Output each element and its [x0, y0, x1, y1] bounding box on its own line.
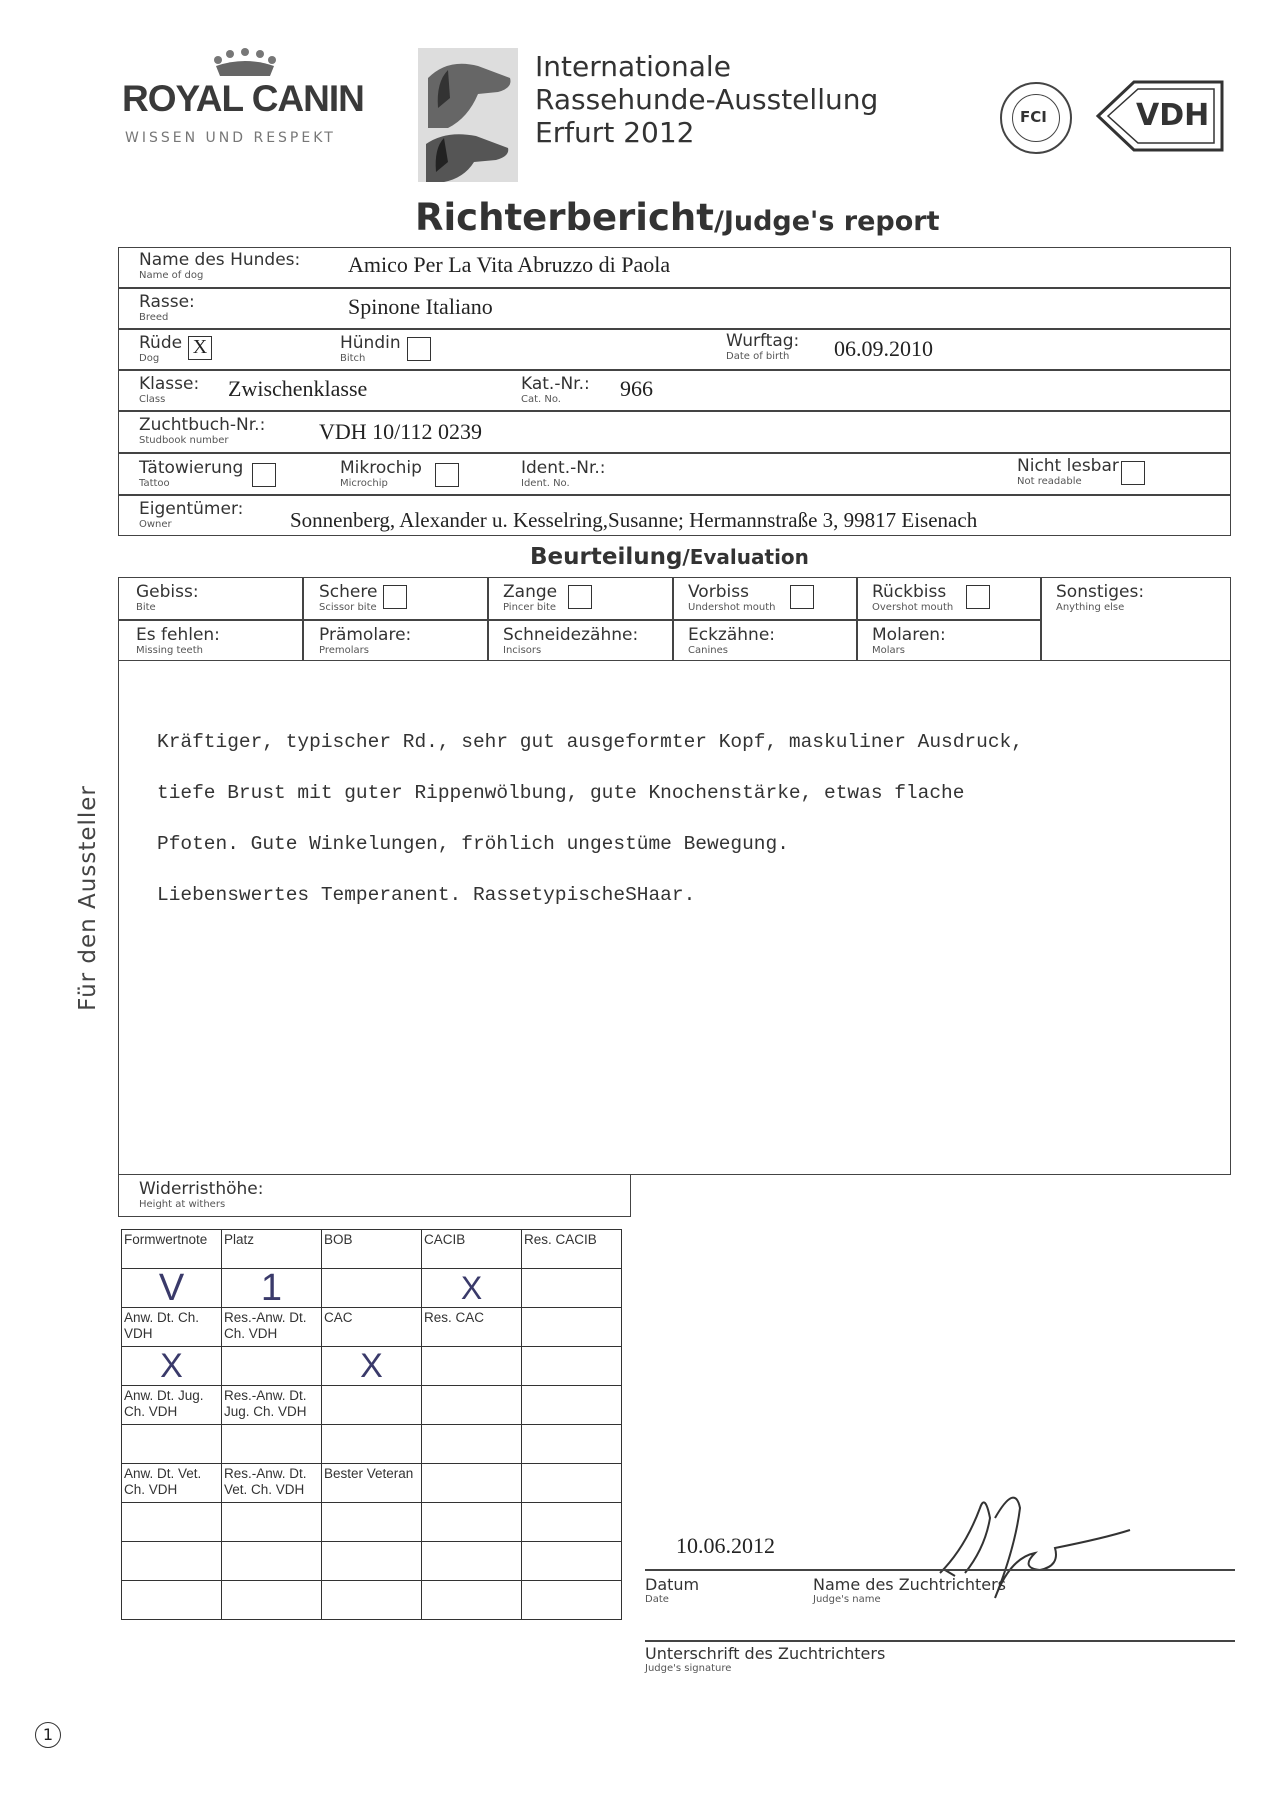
side-text: Für den Aussteller	[75, 785, 101, 1011]
evaluation-heading-sub: /Evaluation	[682, 545, 809, 569]
tattoo-label: Tätowierung Tattoo	[139, 458, 244, 489]
crown-icon	[210, 48, 280, 78]
evaluation-text-line-1: Kräftiger, typischer Rd., sehr gut ausgeformter Kopf, maskuliner Ausdruck,	[157, 730, 1023, 753]
table-cell[interactable]	[522, 1581, 622, 1620]
dob-value[interactable]: 06.09.2010	[834, 336, 933, 361]
table-cell[interactable]	[222, 1503, 322, 1542]
results-table	[121, 1229, 622, 1620]
mark-res-cac[interactable]	[422, 1347, 522, 1386]
evaluation-text-line-3: Pfoten. Gute Winkelungen, fröhlich ungestüme Bewegung.	[157, 832, 789, 855]
evaluation-heading	[530, 544, 809, 570]
event-line-2: Rassehunde-Ausstellung	[535, 83, 879, 116]
brand-tagline: WISSEN UND RESPEKT	[125, 130, 336, 146]
female-checkbox[interactable]	[407, 337, 431, 361]
class-label: Klasse: Class	[139, 374, 200, 405]
header-res-cac: Res. CAC	[422, 1308, 522, 1347]
header-cacib: CACIB	[422, 1230, 522, 1269]
header-empty	[422, 1464, 522, 1503]
table-cell[interactable]	[522, 1503, 622, 1542]
fci-logo-text: FCI	[1020, 108, 1047, 126]
table-row	[122, 1386, 622, 1425]
height-at-withers-label: Widerristhöhe: Height at withers	[139, 1179, 264, 1210]
dog-heads-image	[418, 48, 518, 182]
not-readable-checkbox[interactable]	[1121, 461, 1145, 485]
mark-formwertnote[interactable]: V	[122, 1269, 222, 1308]
judging-date-value[interactable]: 10.06.2012	[676, 1533, 775, 1558]
canines-label: Eckzähne: Canines	[688, 625, 776, 656]
owner-label: Eigentümer: Owner	[139, 499, 244, 530]
overshot-label: Rückbiss Overshot mouth	[872, 582, 954, 613]
owner-value[interactable]: Sonnenberg, Alexander u. Kesselring,Susanne; Hermannstraße 3, 99817 Eisenach	[290, 508, 978, 532]
header-res-cacib: Res. CACIB	[522, 1230, 622, 1269]
molars-label: Molaren: Molars	[872, 625, 946, 656]
table-cell[interactable]	[422, 1503, 522, 1542]
dog-name-value[interactable]: Amico Per La Vita Abruzzo di Paola	[348, 252, 671, 277]
header-platz: Platz	[222, 1230, 322, 1269]
evaluation-text	[157, 704, 1023, 934]
pincer-bite-label: Zange Pincer bite	[503, 582, 558, 613]
mark-cac[interactable]: X	[322, 1347, 422, 1386]
report-title-main: Richterbericht	[415, 196, 714, 239]
studbook-label: Zuchtbuch-Nr.: Studbook number	[139, 415, 266, 446]
header-res-anw-dt-ch: Res.-Anw. Dt. Ch. VDH	[222, 1308, 322, 1347]
table-cell[interactable]	[322, 1425, 422, 1464]
table-cell[interactable]	[522, 1542, 622, 1581]
header-anw-dt-vet-ch: Anw. Dt. Vet. Ch. VDH	[122, 1464, 222, 1503]
event-line-3: Erfurt 2012	[535, 116, 695, 149]
breed-label: Rasse: Breed	[139, 292, 195, 323]
undershot-label: Vorbiss Undershot mouth	[688, 582, 776, 613]
studbook-value[interactable]: VDH 10/112 0239	[319, 419, 482, 444]
header-res-anw-dt-jug-ch: Res.-Anw. Dt. Jug. Ch. VDH	[222, 1386, 322, 1425]
table-cell[interactable]	[422, 1425, 522, 1464]
scissor-bite-label: Schere Scissor bite	[319, 582, 378, 613]
table-cell[interactable]	[122, 1503, 222, 1542]
fci-logo	[1000, 82, 1072, 154]
bite-label: Gebiss: Bite	[136, 582, 199, 613]
header-bob: BOB	[322, 1230, 422, 1269]
mark-bob[interactable]	[322, 1269, 422, 1308]
table-cell[interactable]	[122, 1542, 222, 1581]
table-row	[122, 1347, 622, 1386]
overshot-checkbox[interactable]	[966, 585, 990, 609]
dob-label: Wurftag: Date of birth	[726, 331, 800, 362]
table-cell[interactable]	[422, 1581, 522, 1620]
header-empty	[522, 1308, 622, 1347]
male-label: Rüde Dog	[139, 333, 183, 364]
event-title	[535, 50, 878, 149]
report-title-sub: /Judge's report	[713, 206, 940, 237]
scissor-bite-checkbox[interactable]	[383, 585, 407, 609]
mark-platz[interactable]: 1	[222, 1269, 322, 1308]
judge-signature-label: Unterschrift des Zuchtrichters Judge's signature	[645, 1644, 886, 1674]
header-cac: CAC	[322, 1308, 422, 1347]
table-cell[interactable]	[522, 1425, 622, 1464]
header-formwertnote: Formwertnote	[122, 1230, 222, 1269]
ident-no-label: Ident.-Nr.: Ident. No.	[521, 458, 606, 489]
table-cell[interactable]	[122, 1581, 222, 1620]
table-row	[122, 1542, 622, 1581]
mark-empty[interactable]	[522, 1347, 622, 1386]
header-empty	[422, 1386, 522, 1425]
cat-no-label: Kat.-Nr.: Cat. No.	[521, 374, 590, 405]
mark-res-cacib[interactable]	[522, 1269, 622, 1308]
table-cell[interactable]	[422, 1542, 522, 1581]
dog-name-label: Name des Hundes: Name of dog	[139, 250, 301, 281]
male-checkbox[interactable]: X	[188, 336, 212, 360]
table-row	[122, 1425, 622, 1464]
table-row	[122, 1269, 622, 1308]
table-cell[interactable]	[122, 1425, 222, 1464]
table-row	[122, 1464, 622, 1503]
premolars-label: Prämolare: Premolars	[319, 625, 412, 656]
table-row	[122, 1581, 622, 1620]
table-row	[122, 1308, 622, 1347]
header-bester-veteran: Bester Veteran	[322, 1464, 422, 1503]
breed-value[interactable]: Spinone Italiano	[348, 294, 493, 319]
not-readable-label: Nicht lesbar Not readable	[1017, 456, 1119, 487]
header-empty	[522, 1386, 622, 1425]
table-cell[interactable]	[322, 1503, 422, 1542]
evaluation-heading-main: Beurteilung	[530, 544, 683, 570]
evaluation-text-line-4: Liebenswertes Temperanent. RassetypischeSHaar.	[157, 883, 696, 906]
page-number: 1	[35, 1722, 61, 1748]
cat-no-value[interactable]: 966	[620, 376, 653, 401]
report-title	[415, 196, 940, 239]
table-cell[interactable]	[222, 1425, 322, 1464]
missing-teeth-label: Es fehlen: Missing teeth	[136, 625, 220, 656]
mark-cacib[interactable]: X	[422, 1269, 522, 1308]
mark-anw-dt-ch[interactable]: X	[122, 1347, 222, 1386]
undershot-checkbox[interactable]	[790, 585, 814, 609]
tattoo-checkbox[interactable]	[252, 463, 276, 487]
event-line-1: Internationale	[535, 50, 731, 83]
table-row	[122, 1230, 622, 1269]
vdh-logo	[1094, 78, 1226, 154]
judge-name-label: Name des Zuchtrichters Judge's name	[813, 1575, 1007, 1605]
table-cell[interactable]	[222, 1542, 322, 1581]
table-row	[122, 1503, 622, 1542]
royal-canin-logo	[122, 48, 372, 148]
microchip-label: Mikrochip Microchip	[340, 458, 422, 489]
table-cell[interactable]	[322, 1581, 422, 1620]
date-label: Datum Date	[645, 1575, 700, 1605]
pincer-bite-checkbox[interactable]	[568, 585, 592, 609]
vdh-logo-text: VDH	[1136, 98, 1210, 133]
header-res-anw-dt-vet-ch: Res.-Anw. Dt. Vet. Ch. VDH	[222, 1464, 322, 1503]
header-empty	[322, 1386, 422, 1425]
other-label: Sonstiges: Anything else	[1056, 582, 1145, 613]
mark-res-anw-dt-ch[interactable]	[222, 1347, 322, 1386]
table-cell[interactable]	[222, 1581, 322, 1620]
class-value[interactable]: Zwischenklasse	[228, 376, 368, 401]
evaluation-text-line-2: tiefe Brust mit guter Rippenwölbung, gute Knochenstärke, etwas flache	[157, 781, 965, 804]
female-label: Hündin Bitch	[340, 333, 401, 364]
header-anw-dt-jug-ch: Anw. Dt. Jug. Ch. VDH	[122, 1386, 222, 1425]
header-anw-dt-ch: Anw. Dt. Ch. VDH	[122, 1308, 222, 1347]
brand-name: ROYAL CANIN	[122, 78, 364, 119]
header-empty	[522, 1464, 622, 1503]
table-cell[interactable]	[322, 1542, 422, 1581]
microchip-checkbox[interactable]	[435, 463, 459, 487]
incisors-label: Schneidezähne: Incisors	[503, 625, 639, 656]
